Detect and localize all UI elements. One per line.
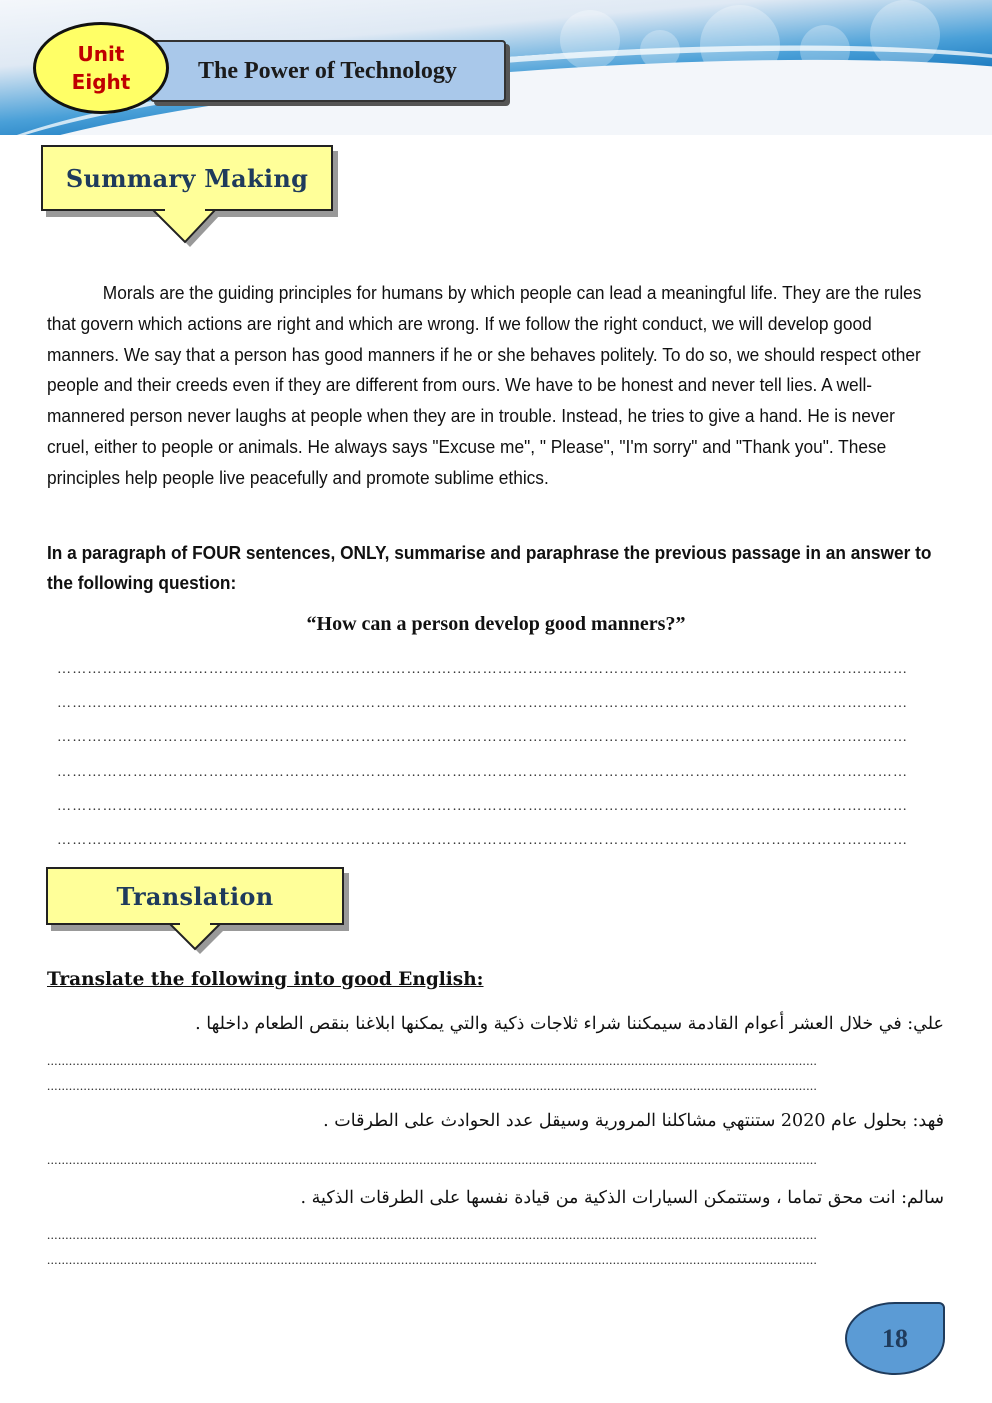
summary-making-callout [41, 145, 341, 255]
page-number: 18 [882, 1323, 908, 1353]
translation-answer-line[interactable]: ................................................................................................................................................................................................................... [47, 1252, 818, 1267]
unit-badge [33, 22, 169, 114]
translation-instruction: Translate the following into good English: [47, 969, 484, 990]
answer-line[interactable]: …………………………………………………………………………………………………………………………………………………… [57, 696, 909, 711]
callout-arrow-icon [167, 923, 237, 963]
translation-heading-box [46, 867, 344, 925]
arabic-sentence-3: سالم: انت محق تماما ، وستتمكن السيارات الذكية من قيادة نفسها على الطرقات الذكية . [300, 1188, 944, 1208]
summary-passage [47, 278, 937, 494]
summary-question: “How can a person develop good manners?” [306, 613, 686, 635]
page-number-badge [845, 1302, 945, 1375]
summary-passage-text: Morals are the guiding principles for humans by which people can lead a meaningful life. They are the rules that govern which actions are right and which are wrong. If we follow the right conduct, we will develop good manners. We say that a person has good manners if he or she behaves politely. To do so, we should respect other people and their creeds even if they are different from ours. We have to be honest and never tell lies. A well-mannered person never laughs at people when they are in trouble. Instead, he tries to give a hand. He is never cruel, either to people or animals. He always says "Excuse me", " Please", "I'm sorry" and "Thank you". These principles help people live peacefully and promote sublime ethics. [47, 282, 922, 488]
unit-number: Eight [71, 70, 131, 94]
unit-title: The Power of Technology [198, 57, 457, 84]
answer-line[interactable]: …………………………………………………………………………………………………………………………………………………… [57, 730, 909, 745]
unit-title-box [150, 40, 506, 102]
answer-line[interactable]: …………………………………………………………………………………………………………………………………………………… [57, 662, 909, 677]
arabic-sentence-2: فهد: بحلول عام 2020 ستنتهي مشاكلنا المرورية وسيقل عدد الحوادث على الطرقات . [323, 1111, 944, 1131]
answer-line[interactable]: …………………………………………………………………………………………………………………………………………………… [57, 765, 909, 780]
translation-answer-line[interactable]: ................................................................................................................................................................................................................... [47, 1078, 818, 1093]
answer-line[interactable]: …………………………………………………………………………………………………………………………………………………… [57, 833, 909, 848]
answer-line[interactable]: …………………………………………………………………………………………………………………………………………………… [57, 799, 909, 814]
callout-arrow-icon [149, 209, 229, 259]
summary-instruction: In a paragraph of FOUR sentences, ONLY, summarise and paraphrase the previous passage in an answer to the following question: [47, 542, 932, 593]
translation-callout [46, 867, 356, 967]
translation-answer-line[interactable]: ................................................................................................................................................................................................................... [47, 1227, 818, 1242]
summary-making-heading-box [41, 145, 333, 211]
translation-heading: Translation [116, 881, 274, 911]
unit-label: Unit [77, 42, 125, 66]
translation-answer-line[interactable]: ................................................................................................................................................................................................................... [47, 1152, 818, 1167]
translation-answer-line[interactable]: ................................................................................................................................................................................................................... [47, 1053, 818, 1068]
arabic-sentence-1: علي: في خلال العشر أعوام القادمة سيمكننا شراء ثلاجات ذكية والتي يمكنها ابلاغنا بنقص الطعام داخلها . [195, 1014, 944, 1034]
summary-making-heading: Summary Making [65, 163, 309, 193]
